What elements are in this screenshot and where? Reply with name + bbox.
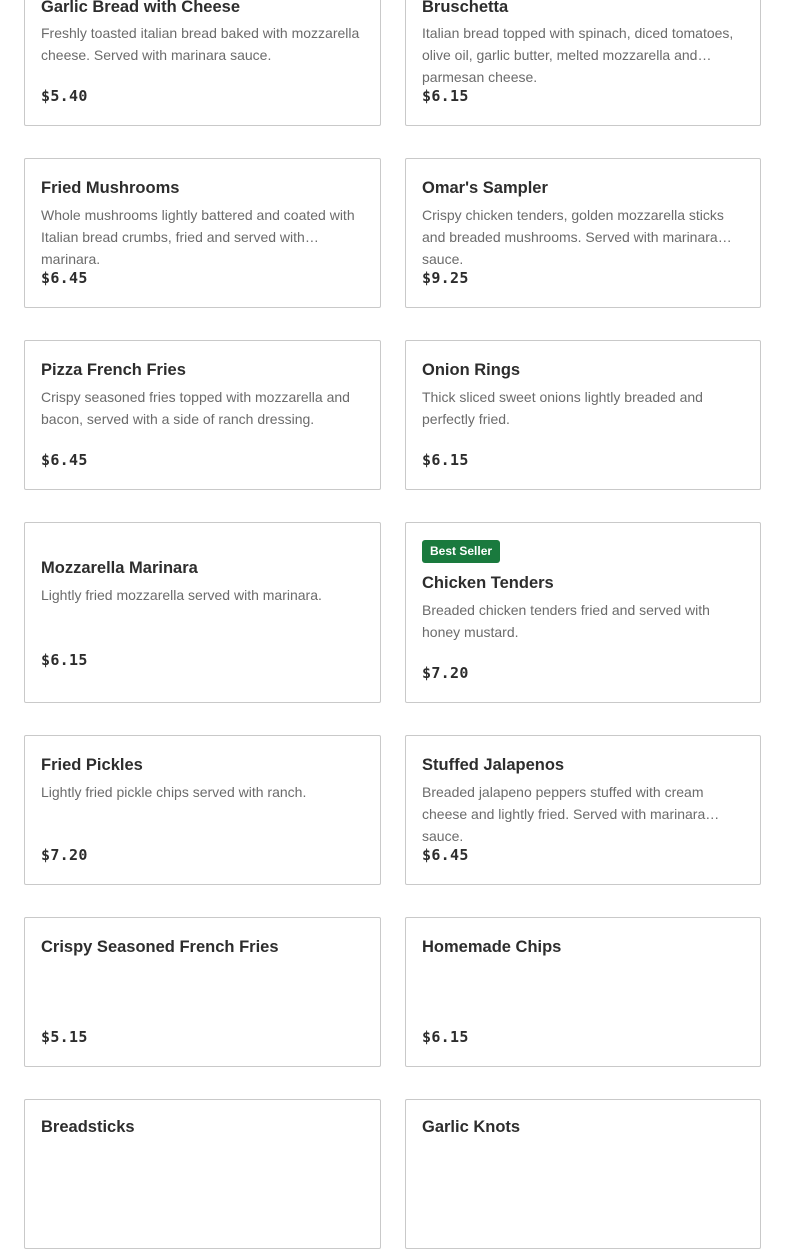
menu-item-card[interactable] [24, 158, 381, 308]
menu-item-name: Garlic Knots [422, 1118, 521, 1136]
menu-item-card[interactable] [24, 735, 381, 885]
menu-item-card[interactable] [405, 340, 761, 490]
menu-item-price: $7.20 [41, 846, 88, 864]
menu-item-description: Crispy chicken tenders, golden mozzarella sticks and breaded mushrooms. Served with marinara sauce. [422, 207, 724, 267]
menu-item-price: $6.45 [41, 451, 88, 469]
menu-item-card[interactable] [24, 0, 381, 126]
menu-item-name: Stuffed Jalapenos [422, 756, 565, 774]
menu-item-description: Whole mushrooms lightly battered and coated with Italian bread crumbs, fried and served with marinara. [41, 207, 355, 267]
menu-item-price: $6.15 [422, 451, 469, 469]
menu-item-card[interactable] [405, 1099, 761, 1249]
menu-item-card[interactable] [405, 735, 761, 885]
menu-item-name: Garlic Bread with Cheese [41, 0, 240, 16]
menu-item-name: Omar's Sampler [422, 179, 548, 197]
menu-item-name: Pizza French Fries [41, 361, 186, 379]
menu-item-price: $6.45 [422, 846, 469, 864]
menu-item-name: Mozzarella Marinara [41, 559, 198, 577]
menu-item-name: Chicken Tenders [422, 574, 554, 592]
menu-item-price: $6.45 [41, 269, 88, 287]
menu-item-name: Onion Rings [422, 361, 521, 379]
menu-item-description: Breaded jalapeno peppers stuffed with cream cheese and lightly fried. Served with marinara sauce. [422, 784, 706, 844]
menu-item-card[interactable] [24, 340, 381, 490]
menu-item-description: Breaded chicken tenders fried and served with honey mustard. [422, 602, 710, 640]
menu-item-name: Fried Mushrooms [41, 179, 180, 197]
menu-item-description: Lightly fried pickle chips served with ranch. [41, 784, 307, 800]
menu-item-name: Crispy Seasoned French Fries [41, 938, 279, 956]
menu-item-price: $9.25 [422, 269, 469, 287]
menu-item-price: $6.15 [422, 1028, 469, 1046]
menu-item-card[interactable] [24, 1099, 381, 1249]
menu-item-description: Crispy seasoned fries topped with mozzarella and bacon, served with a side of ranch dressing. [41, 389, 350, 427]
menu-item-card[interactable] [405, 0, 761, 126]
menu-item-price: $7.20 [422, 664, 469, 682]
menu-item-description: Italian bread topped with spinach, diced tomatoes, olive oil, garlic butter, melted mozzarella and parmesan cheese. [422, 25, 734, 85]
menu-item-price: $5.40 [41, 87, 88, 105]
menu-item-description: Thick sliced sweet onions lightly breaded and perfectly fried. [422, 389, 703, 427]
menu-item-card[interactable] [405, 158, 761, 308]
menu-item-card[interactable] [405, 522, 761, 703]
menu-item-price: $5.15 [41, 1028, 88, 1046]
menu-item-price: $6.15 [422, 87, 469, 105]
menu-item-card[interactable] [405, 917, 761, 1067]
menu-item-description: Lightly fried mozzarella served with marinara. [41, 587, 322, 603]
menu-item-description: Freshly toasted italian bread baked with mozzarella cheese. Served with marinara sauce. [41, 25, 360, 63]
menu-item-name: Fried Pickles [41, 756, 143, 774]
menu-item-price: $6.15 [41, 651, 88, 669]
menu-item-card[interactable] [24, 917, 381, 1067]
menu-item-name: Bruschetta [422, 0, 509, 16]
menu-item-name: Breadsticks [41, 1118, 135, 1136]
menu-item-card[interactable] [24, 522, 381, 703]
best-seller-badge: Best Seller [422, 540, 500, 563]
menu-item-name: Homemade Chips [422, 938, 562, 956]
